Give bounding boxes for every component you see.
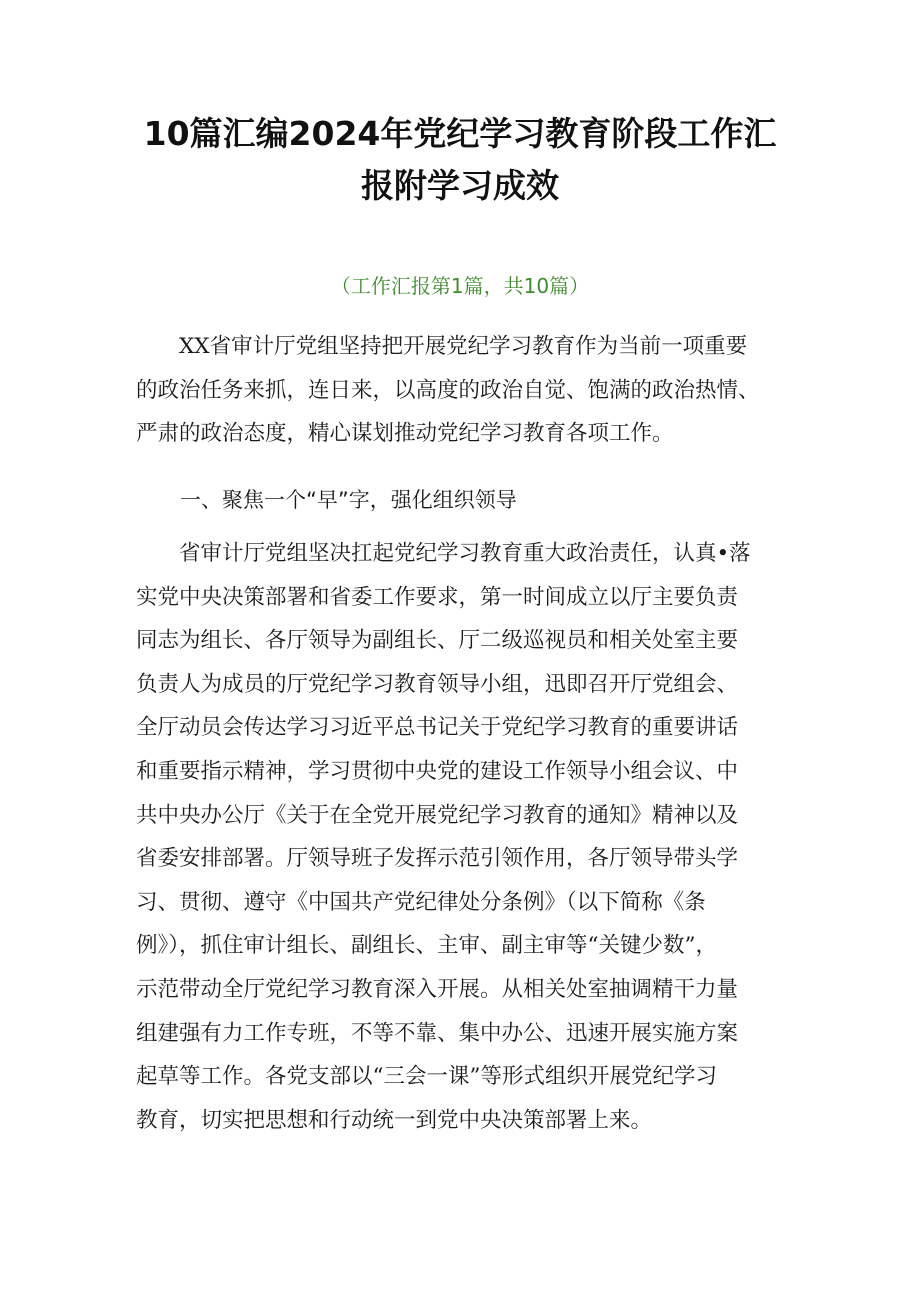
paragraph-intro [136, 325, 796, 456]
paragraph-line: 共中央办公厅《关于在全党开展党纪学习教育的通知》精神以及 [136, 802, 739, 828]
paragraph-line: 同志为组长、各厅领导为副组长、厅二级巡视员和相关处室主要 [136, 628, 739, 654]
paragraph-section-1 [136, 532, 796, 1142]
title-line-1: 10篇汇编2024年党纪学习教育阶段工作汇 [143, 114, 777, 153]
title-line-2: 报附学习成效 [361, 166, 559, 205]
paragraph-line: 起草等工作。各党支部以“三会一课”等形式组织开展党纪学习 [136, 1064, 717, 1090]
paragraph-line: 全厅动员会传达学习习近平总书记关于党纪学习教育的重要讲话 [136, 715, 739, 741]
paragraph-line: 示范带动全厅党纪学习教育深入开展。从相关处室抽调精干力量 [136, 976, 739, 1002]
paragraph-line: 例》），抓住审计组长、副组长、主审、副主审等“关键少数”， [136, 933, 717, 959]
paragraph-line: 省委安排部署。厅领导班子发挥示范引领作用，各厅领导带头学 [136, 846, 739, 872]
paragraph-line: 严肃的政治态度，精心谋划推动党纪学习教育各项工作。 [136, 421, 674, 447]
paragraph-line: 实党中央决策部署和省委工作要求，第一时间成立以厅主要负责 [136, 584, 739, 610]
paragraph-line: 的政治任务来抓，连日来，以高度的政治自觉、饱满的政治热情、 [136, 377, 760, 403]
paragraph-line: 组建强有力工作专班，不等不靠、集中办公、迅速开展实施方案 [136, 1020, 739, 1046]
document-subtitle: （工作汇报第1篇，共10篇） [330, 274, 590, 298]
document-title [120, 108, 800, 212]
paragraph-line: 和重要指示精神，学习贯彻中央党的建设工作领导小组会议、中 [136, 758, 739, 784]
paragraph-line: 负责人为成员的厅党纪学习教育领导小组，迅即召开厅党组会、 [136, 671, 739, 697]
paragraph-line: 教育，切实把思想和行动统一到党中央决策部署上来。 [136, 1107, 653, 1133]
paragraph-line: XX省审计厅党组坚持把开展党纪学习教育作为当前一项重要 [179, 334, 748, 359]
paragraph-line: 习、贯彻、遵守《中国共产党纪律处分条例》（以下简称《条 [136, 889, 706, 915]
section-heading-1: 一、聚焦一个“早”字，强化组织领导 [180, 488, 517, 512]
paragraph-line: 省审计厅党组坚决扛起党纪学习教育重大政治责任，认真•落 [179, 541, 751, 566]
